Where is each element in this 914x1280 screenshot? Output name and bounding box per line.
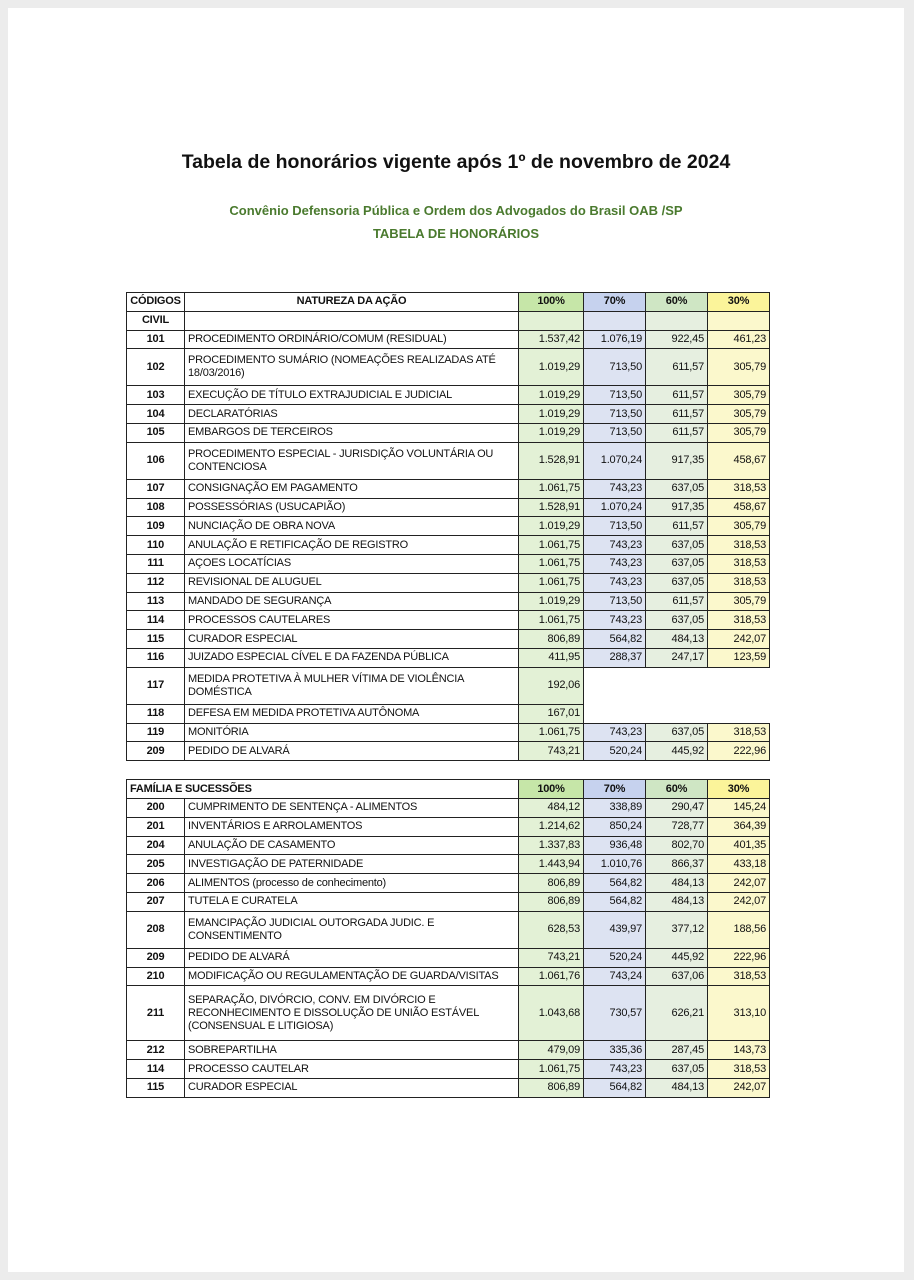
row-code: 111	[127, 554, 185, 573]
table-row	[127, 667, 770, 704]
row-value-100: 1.019,29	[519, 423, 584, 442]
row-value-100: 1.443,94	[519, 855, 584, 874]
row-value-70: 850,24	[584, 817, 646, 836]
row-value-30: 242,07	[708, 1078, 770, 1097]
header-60: 60%	[646, 293, 708, 312]
empty-cell	[185, 311, 519, 330]
table-row	[127, 442, 770, 479]
row-value-100: 1.528,91	[519, 442, 584, 479]
row-value-70: 743,23	[584, 479, 646, 498]
row-value-70: 730,57	[584, 986, 646, 1041]
row-value-100: 1.043,68	[519, 986, 584, 1041]
table-row	[127, 611, 770, 630]
row-value-70: 743,23	[584, 536, 646, 555]
table-row	[127, 1041, 770, 1060]
row-value-70: 520,24	[584, 742, 646, 761]
empty-cell	[127, 761, 770, 780]
row-value-30: 222,96	[708, 948, 770, 967]
row-value-60: 445,92	[646, 742, 708, 761]
row-value-100: 192,06	[519, 667, 584, 704]
row-value-100: 743,21	[519, 742, 584, 761]
row-description: INVESTIGAÇÃO DE PATERNIDADE	[185, 855, 519, 874]
row-value-30: 305,79	[708, 592, 770, 611]
row-value-70: 936,48	[584, 836, 646, 855]
row-value-60: 484,13	[646, 892, 708, 911]
table-row	[127, 911, 770, 948]
row-value-100: 806,89	[519, 630, 584, 649]
row-code: 108	[127, 498, 185, 517]
row-code: 206	[127, 874, 185, 893]
row-value-60: 484,13	[646, 630, 708, 649]
row-description: MODIFICAÇÃO OU REGULAMENTAÇÃO DE GUARDA/VISITAS	[185, 967, 519, 986]
row-value-100: 806,89	[519, 1078, 584, 1097]
row-description: ALIMENTOS (processo de conhecimento)	[185, 874, 519, 893]
header-nature: NATUREZA DA AÇÃO	[185, 293, 519, 312]
page-title: Tabela de honorários vigente após 1º de novembro de 2024	[181, 151, 731, 173]
row-value-100: 1.061,75	[519, 1060, 584, 1079]
row-code: 101	[127, 330, 185, 349]
row-value-60: 917,35	[646, 442, 708, 479]
row-value-60: 247,17	[646, 648, 708, 667]
row-value-30: 305,79	[708, 517, 770, 536]
row-code: 201	[127, 817, 185, 836]
row-description: DECLARATÓRIAS	[185, 405, 519, 424]
row-description: ANULAÇÃO DE CASAMENTO	[185, 836, 519, 855]
row-value-100: 1.337,83	[519, 836, 584, 855]
row-value-100: 1.528,91	[519, 498, 584, 517]
row-description: PROCEDIMENTO ORDINÁRIO/COMUM (RESIDUAL)	[185, 330, 519, 349]
table-row	[127, 742, 770, 761]
row-value-60: 611,57	[646, 405, 708, 424]
fees-table-body	[127, 293, 770, 1098]
row-value-100: 1.537,42	[519, 330, 584, 349]
row-code: 204	[127, 836, 185, 855]
row-value-60: 611,57	[646, 592, 708, 611]
row-value-30: 461,23	[708, 330, 770, 349]
row-code: 112	[127, 573, 185, 592]
row-value-60: 611,57	[646, 349, 708, 386]
row-value-60: 637,05	[646, 554, 708, 573]
header-30: 30%	[708, 780, 770, 799]
row-description: DEFESA EM MEDIDA PROTETIVA AUTÔNOMA	[185, 704, 519, 723]
row-value-30: 318,53	[708, 611, 770, 630]
row-code: 119	[127, 723, 185, 742]
header-70: 70%	[584, 780, 646, 799]
row-value-70: 564,82	[584, 630, 646, 649]
section-row-family	[127, 780, 770, 799]
row-value-100: 1.061,75	[519, 479, 584, 498]
row-value-70: 713,50	[584, 386, 646, 405]
row-value-100: 1.214,62	[519, 817, 584, 836]
row-value-100: 1.019,29	[519, 405, 584, 424]
table-header-row	[127, 293, 770, 312]
row-value-70: 439,97	[584, 911, 646, 948]
row-value-60: 637,05	[646, 611, 708, 630]
row-description: PROCESSOS CAUTELARES	[185, 611, 519, 630]
table-row	[127, 630, 770, 649]
row-value-70: 335,36	[584, 1041, 646, 1060]
row-value-30: 242,07	[708, 874, 770, 893]
row-value-30: 222,96	[708, 742, 770, 761]
header-30: 30%	[708, 293, 770, 312]
row-value-30: 318,53	[708, 554, 770, 573]
row-value-100: 1.019,29	[519, 386, 584, 405]
row-value-70: 288,37	[584, 648, 646, 667]
row-value-100: 1.061,75	[519, 536, 584, 555]
empty-cell	[708, 311, 770, 330]
row-value-70: 713,50	[584, 517, 646, 536]
table-row	[127, 423, 770, 442]
row-value-30: 305,79	[708, 405, 770, 424]
row-value-30: 318,53	[708, 967, 770, 986]
row-value-100: 411,95	[519, 648, 584, 667]
row-code: 207	[127, 892, 185, 911]
row-value-70: 743,23	[584, 723, 646, 742]
row-value-30: 188,56	[708, 911, 770, 948]
row-code: 104	[127, 405, 185, 424]
row-value-30: 364,39	[708, 817, 770, 836]
row-value-100: 479,09	[519, 1041, 584, 1060]
table-row	[127, 386, 770, 405]
row-code: 115	[127, 1078, 185, 1097]
row-code: 114	[127, 1060, 185, 1079]
row-value-100: 806,89	[519, 892, 584, 911]
row-code: 205	[127, 855, 185, 874]
row-value-70: 743,23	[584, 573, 646, 592]
row-value-30: 318,53	[708, 536, 770, 555]
row-description: MONITÓRIA	[185, 723, 519, 742]
row-value-60: 637,05	[646, 1060, 708, 1079]
row-description: EXECUÇÃO DE TÍTULO EXTRAJUDICIAL E JUDICIAL	[185, 386, 519, 405]
row-value-30: 145,24	[708, 798, 770, 817]
table-row	[127, 855, 770, 874]
row-value-30: 242,07	[708, 892, 770, 911]
table-row	[127, 948, 770, 967]
row-code: 210	[127, 967, 185, 986]
row-code: 109	[127, 517, 185, 536]
row-code: 116	[127, 648, 185, 667]
row-code: 113	[127, 592, 185, 611]
row-description: PROCEDIMENTO ESPECIAL - JURISDIÇÃO VOLUNTÁRIA OU CONTENCIOSA	[185, 442, 519, 479]
row-description: SEPARAÇÃO, DIVÓRCIO, CONV. EM DIVÓRCIO E RECONHECIMENTO E DISSOLUÇÃO DE UNIÃO ESTÁVEL (CONSENSUAL E LITIGIOSA)	[185, 986, 519, 1041]
row-code: 103	[127, 386, 185, 405]
table-row	[127, 330, 770, 349]
row-value-30: 318,53	[708, 723, 770, 742]
row-value-70: 564,82	[584, 1078, 646, 1097]
row-value-30: 433,18	[708, 855, 770, 874]
row-value-60: 637,05	[646, 479, 708, 498]
table-row	[127, 648, 770, 667]
row-value-70: 1.070,24	[584, 498, 646, 517]
row-value-60: 287,45	[646, 1041, 708, 1060]
row-value-70: 713,50	[584, 592, 646, 611]
row-value-60: 611,57	[646, 423, 708, 442]
row-description: EMANCIPAÇÃO JUDICIAL OUTORGADA JUDIC. E CONSENTIMENTO	[185, 911, 519, 948]
row-description: SOBREPARTILHA	[185, 1041, 519, 1060]
row-value-30: 143,73	[708, 1041, 770, 1060]
row-value-100: 1.061,76	[519, 967, 584, 986]
row-code: 212	[127, 1041, 185, 1060]
row-value-60: 626,21	[646, 986, 708, 1041]
row-value-60: 484,13	[646, 1078, 708, 1097]
row-code: 102	[127, 349, 185, 386]
row-description: PROCEDIMENTO SUMÁRIO (NOMEAÇÕES REALIZADAS ATÉ 18/03/2016)	[185, 349, 519, 386]
row-value-70: 1.010,76	[584, 855, 646, 874]
row-code: 208	[127, 911, 185, 948]
section-spacer	[127, 761, 770, 780]
row-value-60: 917,35	[646, 498, 708, 517]
row-value-70: 743,23	[584, 611, 646, 630]
table-row	[127, 817, 770, 836]
table-row	[127, 405, 770, 424]
row-description: INVENTÁRIOS E ARROLAMENTOS	[185, 817, 519, 836]
row-description: CURADOR ESPECIAL	[185, 630, 519, 649]
row-value-60: 377,12	[646, 911, 708, 948]
table-row	[127, 554, 770, 573]
row-value-30: 401,35	[708, 836, 770, 855]
row-value-30: 318,53	[708, 1060, 770, 1079]
row-description: PEDIDO DE ALVARÁ	[185, 742, 519, 761]
row-value-70: 743,23	[584, 554, 646, 573]
table-row	[127, 892, 770, 911]
table-row	[127, 986, 770, 1041]
row-code: 117	[127, 667, 185, 704]
row-code: 211	[127, 986, 185, 1041]
row-value-100: 167,01	[519, 704, 584, 723]
row-description: JUIZADO ESPECIAL CÍVEL E DA FAZENDA PÚBLICA	[185, 648, 519, 667]
row-value-100: 1.061,75	[519, 554, 584, 573]
row-value-60: 802,70	[646, 836, 708, 855]
row-value-30: 318,53	[708, 573, 770, 592]
row-value-30: 123,59	[708, 648, 770, 667]
row-value-70: 520,24	[584, 948, 646, 967]
row-value-60: 866,37	[646, 855, 708, 874]
row-value-100: 743,21	[519, 948, 584, 967]
row-value-60: 637,05	[646, 723, 708, 742]
empty-cell	[584, 667, 770, 704]
table-row	[127, 836, 770, 855]
row-code: 200	[127, 798, 185, 817]
row-description: CURADOR ESPECIAL	[185, 1078, 519, 1097]
row-value-70: 713,50	[584, 405, 646, 424]
row-value-100: 1.061,75	[519, 611, 584, 630]
row-value-100: 1.019,29	[519, 592, 584, 611]
table-row	[127, 1060, 770, 1079]
row-value-30: 313,10	[708, 986, 770, 1041]
table-row	[127, 723, 770, 742]
row-value-70: 743,24	[584, 967, 646, 986]
row-code: 209	[127, 742, 185, 761]
row-description: MEDIDA PROTETIVA À MULHER VÍTIMA DE VIOLÊNCIA DOMÉSTICA	[185, 667, 519, 704]
row-value-60: 728,77	[646, 817, 708, 836]
empty-cell	[584, 311, 646, 330]
row-value-60: 637,06	[646, 967, 708, 986]
row-value-100: 1.061,75	[519, 573, 584, 592]
row-value-60: 611,57	[646, 386, 708, 405]
row-value-30: 242,07	[708, 630, 770, 649]
row-value-30: 318,53	[708, 479, 770, 498]
header-100: 100%	[519, 293, 584, 312]
row-description: ANULAÇÃO E RETIFICAÇÃO DE REGISTRO	[185, 536, 519, 555]
row-code: 115	[127, 630, 185, 649]
row-code: 114	[127, 611, 185, 630]
row-value-100: 1.019,29	[519, 349, 584, 386]
row-value-60: 637,05	[646, 536, 708, 555]
row-description: REVISIONAL DE ALUGUEL	[185, 573, 519, 592]
table-row	[127, 704, 770, 723]
row-value-100: 628,53	[519, 911, 584, 948]
row-value-100: 806,89	[519, 874, 584, 893]
row-value-100: 484,12	[519, 798, 584, 817]
row-value-60: 290,47	[646, 798, 708, 817]
row-value-60: 445,92	[646, 948, 708, 967]
section-label-civil: CIVIL	[127, 311, 185, 330]
row-value-70: 713,50	[584, 423, 646, 442]
row-description: PROCESSO CAUTELAR	[185, 1060, 519, 1079]
row-value-60: 611,57	[646, 517, 708, 536]
row-code: 106	[127, 442, 185, 479]
row-description: TUTELA E CURATELA	[185, 892, 519, 911]
document-page	[8, 8, 904, 1272]
row-value-60: 484,13	[646, 874, 708, 893]
header-70: 70%	[584, 293, 646, 312]
row-value-100: 1.019,29	[519, 517, 584, 536]
row-value-70: 564,82	[584, 892, 646, 911]
section-row-civil	[127, 311, 770, 330]
row-value-70: 338,89	[584, 798, 646, 817]
row-description: PEDIDO DE ALVARÁ	[185, 948, 519, 967]
row-description: EMBARGOS DE TERCEIROS	[185, 423, 519, 442]
row-value-70: 1.070,24	[584, 442, 646, 479]
table-row	[127, 874, 770, 893]
header-codes: CÓDIGOS	[127, 293, 185, 312]
row-description: NUNCIAÇÃO DE OBRA NOVA	[185, 517, 519, 536]
row-description: POSSESSÓRIAS (USUCAPIÃO)	[185, 498, 519, 517]
row-code: 110	[127, 536, 185, 555]
header-60: 60%	[646, 780, 708, 799]
row-code: 107	[127, 479, 185, 498]
table-row	[127, 798, 770, 817]
row-description: CUMPRIMENTO DE SENTENÇA - ALIMENTOS	[185, 798, 519, 817]
row-value-70: 1.076,19	[584, 330, 646, 349]
row-value-60: 637,05	[646, 573, 708, 592]
header-100: 100%	[519, 780, 584, 799]
row-value-60: 922,45	[646, 330, 708, 349]
row-value-30: 305,79	[708, 349, 770, 386]
table-row	[127, 479, 770, 498]
row-value-30: 305,79	[708, 423, 770, 442]
row-value-30: 305,79	[708, 386, 770, 405]
row-value-30: 458,67	[708, 442, 770, 479]
section-label-family: FAMÍLIA E SUCESSÕES	[127, 780, 519, 799]
empty-cell	[584, 704, 770, 723]
row-code: 209	[127, 948, 185, 967]
table-row	[127, 592, 770, 611]
row-value-100: 1.061,75	[519, 723, 584, 742]
row-value-30: 458,67	[708, 498, 770, 517]
empty-cell	[519, 311, 584, 330]
empty-cell	[646, 311, 708, 330]
row-description: MANDADO DE SEGURANÇA	[185, 592, 519, 611]
table-heading: TABELA DE HONORÁRIOS	[372, 226, 540, 241]
page-subtitle: Convênio Defensoria Pública e Ordem dos Advogados do Brasil OAB /SP	[229, 203, 683, 218]
table-row	[127, 349, 770, 386]
table-row	[127, 536, 770, 555]
row-code: 118	[127, 704, 185, 723]
row-value-70: 713,50	[584, 349, 646, 386]
row-code: 105	[127, 423, 185, 442]
table-row	[127, 967, 770, 986]
row-value-70: 564,82	[584, 874, 646, 893]
row-description: CONSIGNAÇÃO EM PAGAMENTO	[185, 479, 519, 498]
table-row	[127, 573, 770, 592]
table-row	[127, 498, 770, 517]
table-row	[127, 517, 770, 536]
row-value-70: 743,23	[584, 1060, 646, 1079]
table-row	[127, 1078, 770, 1097]
fees-table	[126, 292, 770, 1098]
row-description: AÇOES LOCATÍCIAS	[185, 554, 519, 573]
